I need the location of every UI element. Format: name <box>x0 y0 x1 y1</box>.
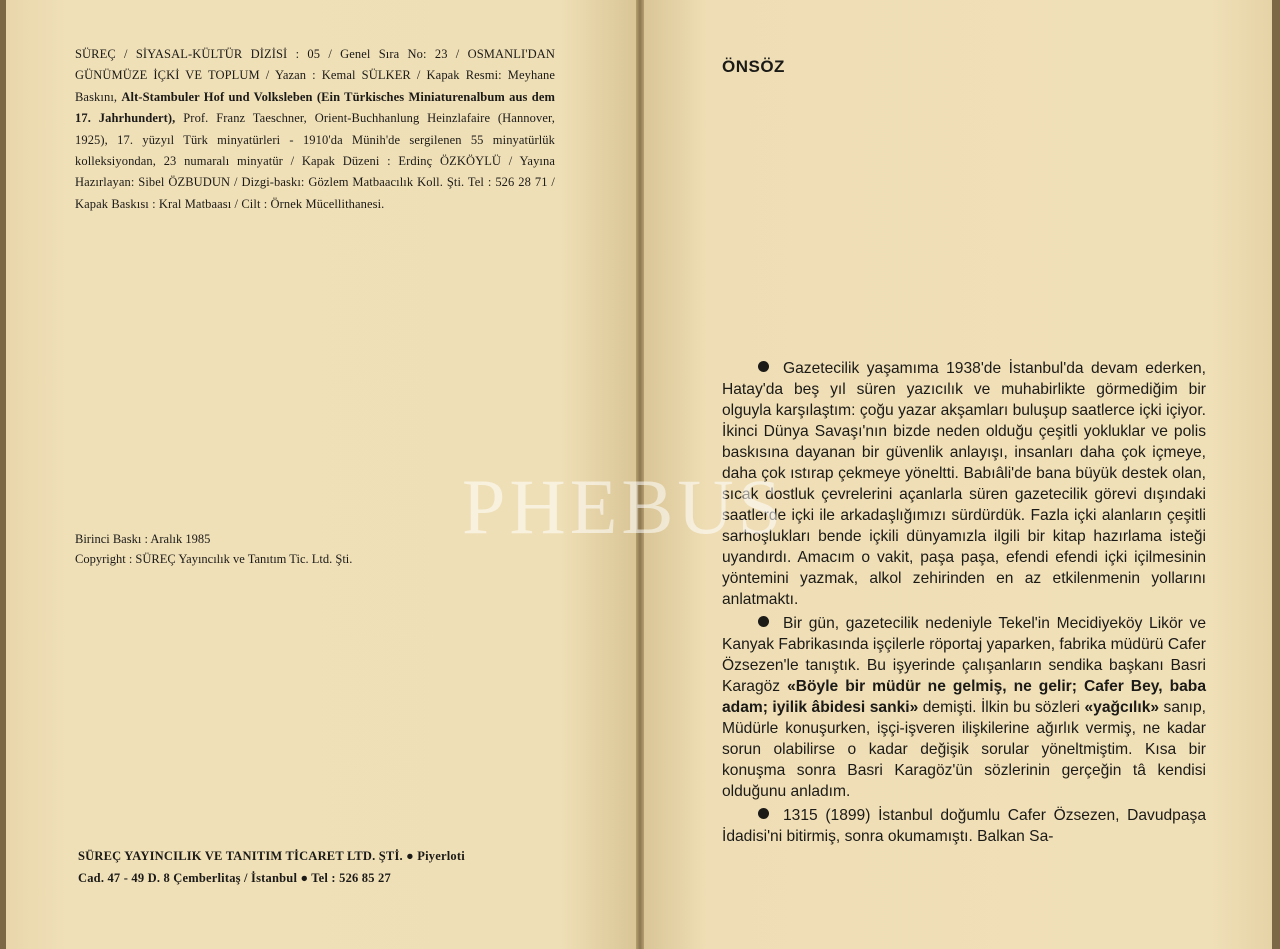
colophon-part-2: Alt-Stambuler Hof und Volksleben (Ein Türkisches Miniaturenalbum aus dem 17. Jahrhundert), <box>75 89 555 126</box>
foreword-body <box>722 358 1206 850</box>
watermark: PHEBUS <box>462 463 786 550</box>
edition-info <box>75 529 555 569</box>
paragraph-text: Bir gün, gazetecilik nedeniyle Tekel'in Mecidiyeköy Likör ve Kanyak Fabrikasında işçilerle röportaj yaparken, fabrika müdürü Cafer Özsezen'le tanıştık. Bu işyerinde çalışanların sendika başkanı Basri Karagöz <box>722 615 1206 695</box>
paragraph-text: sanıp, Müdürle konuşurken, işçi-işveren ilişkilerine ağırlık vermiş, ne kadar sorun olabilirse o kadar değişik sorular yöneltmiştim. Kısa bir konuşma sonra Basri Karagöz'ün sözlerinin gerçeğin tâ kendisi olduğunu anladım. <box>722 699 1207 800</box>
book-edge-right <box>1272 0 1280 949</box>
paragraph-quote: «Böyle bir müdür ne gelmiş, ne gelir; Cafer Bey, baba adam; iyilik âbidesi sanki» <box>722 678 1206 716</box>
publisher-line-2: Cad. 47 - 49 D. 8 Çemberlitaş / İstanbul ● Tel : 526 85 27 <box>78 871 391 885</box>
foreword-paragraph-3 <box>722 805 1206 847</box>
colophon-text <box>75 44 555 215</box>
section-heading: ÖNSÖZ <box>722 57 785 76</box>
publisher-line-1: SÜREÇ YAYINCILIK VE TANITIM TİCARET LTD. ŞTİ. ● Piyerloti <box>78 849 465 863</box>
copyright-line: Copyright : SÜREÇ Yayıncılık ve Tanıtım Tic. Ltd. Şti. <box>75 552 353 566</box>
colophon-part-1: SÜREÇ / SİYASAL-KÜLTÜR DİZİSİ : 05 / Genel Sıra No: 23 / OSMANLI'DAN GÜNÜMÜZE İÇKİ VE TOPLUM / Yazan : Kemal SÜLKER / Kapak Resmi: Meyhane Baskını, <box>75 47 555 104</box>
bullet-icon <box>758 808 769 819</box>
bullet-icon <box>758 361 769 372</box>
book-gutter <box>636 0 644 949</box>
foreword-paragraph-1 <box>722 358 1206 610</box>
paragraph-text: Gazetecilik yaşamıma 1938'de İstanbul'da devam ederken, Hatay'da beş yıl süren yazıcılık ve muhabirlikte görmediğim bir olguyla karşılaştım: çoğu yazar akşamları buluşup saatlerce içki içiyor. İkinci Dünya Savaşı'nın bizde neden olduğu çeşitli yokluklar ve polis baskısına dayanan bir güvenlik anlayışı, insanları daha çok içmeye, daha çok ıstırap çekmeye yöneltti. Babıâli'de bana büyük destek olan, sıcak dostluk çevrelerini açanlarla süren gazetecilik görevi dışındaki saatlerde içki ile arkadaşlığımızı sürdürdük. Fazla içki alanların çeşitli sarhoşlukları bende içkili dünyamızla ilgili bir kitap hazırlama isteği uyandırdı. Amacım o vakit, paşa paşa, efendi efendi içki içilmesinin yöntemini yazmak, alkol zehirinden en az etkilenmenin yollarını anlatmaktı. <box>722 360 1206 608</box>
foreword-paragraph-2 <box>722 613 1206 802</box>
paragraph-text: demişti. İlkin bu sözleri <box>918 699 1085 716</box>
paragraph-text: 1315 (1899) İstanbul doğumlu Cafer Özsezen, Davudpaşa İdadisi'ni bitirmiş, sonra okumamıştı. Balkan Sa- <box>722 807 1206 845</box>
publisher-address <box>78 845 578 889</box>
edition-line: Birinci Baskı : Aralık 1985 <box>75 532 211 546</box>
colophon-part-3: Prof. Franz Taeschner, Orient-Buchhanlung Heinzlafaire (Hannover, 1925), 17. yüzyıl Türk minyatürleri - 1910'da Münih'de sergilenen 55 minyatürlük kolleksiyondan, 23 numaralı minyatür / Kapak Düzeni : Erdinç ÖZKÖYLÜ / Yayına Hazırlayan: Sibel ÖZBUDUN / Dizgi-baskı: Gözlem Matbaacılık Koll. Şti. Tel : 526 28 71 / Kapak Baskısı : Kral Matbaası / Cilt : Örnek Mücellithanesi. <box>75 111 555 211</box>
paragraph-quote: «yağcılık» <box>1084 699 1160 716</box>
bullet-icon <box>758 616 769 627</box>
